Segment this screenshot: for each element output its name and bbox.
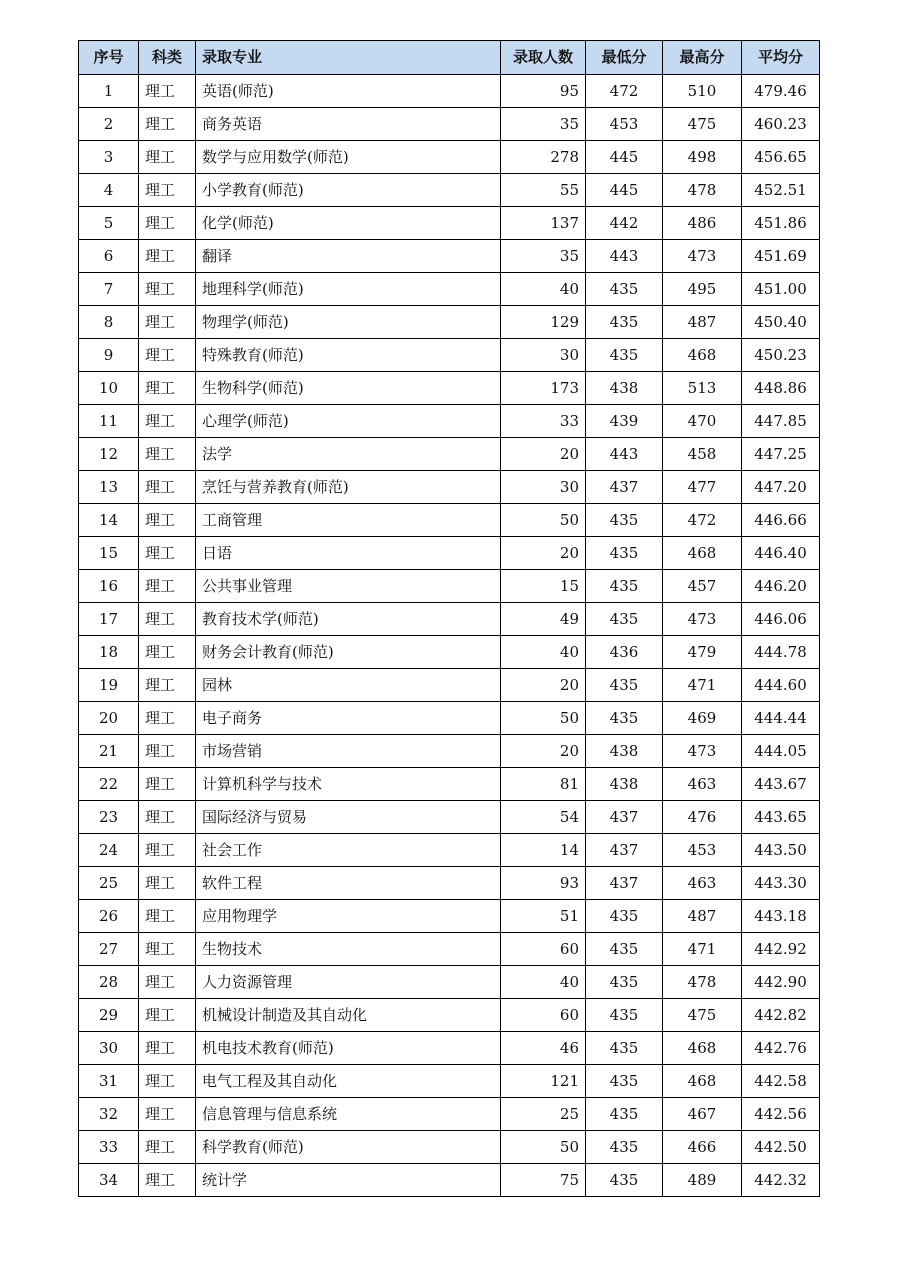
table-row <box>79 1164 820 1197</box>
cell-seq: 6 <box>79 240 139 273</box>
cell-major: 工商管理 <box>196 504 501 537</box>
cell-avg-score: 444.78 <box>742 636 820 669</box>
cell-major: 商务英语 <box>196 108 501 141</box>
cell-seq: 18 <box>79 636 139 669</box>
cell-seq: 11 <box>79 405 139 438</box>
cell-min-score: 435 <box>586 1098 663 1131</box>
cell-seq: 24 <box>79 834 139 867</box>
table-row <box>79 735 820 768</box>
cell-category: 理工 <box>139 75 196 108</box>
cell-count: 20 <box>501 537 586 570</box>
cell-min-score: 435 <box>586 1065 663 1098</box>
cell-seq: 2 <box>79 108 139 141</box>
cell-count: 49 <box>501 603 586 636</box>
cell-category: 理工 <box>139 1065 196 1098</box>
table-row <box>79 999 820 1032</box>
cell-major: 财务会计教育(师范) <box>196 636 501 669</box>
table-row <box>79 966 820 999</box>
cell-avg-score: 442.32 <box>742 1164 820 1197</box>
cell-seq: 28 <box>79 966 139 999</box>
cell-min-score: 453 <box>586 108 663 141</box>
cell-count: 60 <box>501 933 586 966</box>
cell-seq: 20 <box>79 702 139 735</box>
cell-max-score: 471 <box>663 933 742 966</box>
cell-min-score: 435 <box>586 504 663 537</box>
cell-min-score: 435 <box>586 603 663 636</box>
cell-max-score: 471 <box>663 669 742 702</box>
cell-avg-score: 446.40 <box>742 537 820 570</box>
cell-min-score: 438 <box>586 735 663 768</box>
cell-category: 理工 <box>139 570 196 603</box>
cell-min-score: 435 <box>586 273 663 306</box>
cell-count: 55 <box>501 174 586 207</box>
cell-min-score: 435 <box>586 1032 663 1065</box>
cell-seq: 26 <box>79 900 139 933</box>
table-row <box>79 306 820 339</box>
cell-seq: 15 <box>79 537 139 570</box>
cell-min-score: 436 <box>586 636 663 669</box>
table-row <box>79 108 820 141</box>
table-row <box>79 240 820 273</box>
cell-seq: 21 <box>79 735 139 768</box>
cell-max-score: 489 <box>663 1164 742 1197</box>
cell-major: 数学与应用数学(师范) <box>196 141 501 174</box>
cell-max-score: 468 <box>663 537 742 570</box>
cell-min-score: 438 <box>586 372 663 405</box>
cell-category: 理工 <box>139 537 196 570</box>
table-row <box>79 537 820 570</box>
cell-category: 理工 <box>139 1032 196 1065</box>
cell-seq: 27 <box>79 933 139 966</box>
cell-avg-score: 443.67 <box>742 768 820 801</box>
header-avg-score: 平均分 <box>742 41 820 75</box>
cell-avg-score: 442.82 <box>742 999 820 1032</box>
cell-major: 软件工程 <box>196 867 501 900</box>
cell-category: 理工 <box>139 471 196 504</box>
cell-category: 理工 <box>139 405 196 438</box>
header-max-score: 最高分 <box>663 41 742 75</box>
table-row <box>79 504 820 537</box>
cell-seq: 30 <box>79 1032 139 1065</box>
cell-category: 理工 <box>139 669 196 702</box>
cell-max-score: 510 <box>663 75 742 108</box>
cell-count: 20 <box>501 438 586 471</box>
cell-seq: 33 <box>79 1131 139 1164</box>
cell-max-score: 466 <box>663 1131 742 1164</box>
table-row <box>79 207 820 240</box>
cell-major: 教育技术学(师范) <box>196 603 501 636</box>
table-row <box>79 75 820 108</box>
cell-category: 理工 <box>139 108 196 141</box>
cell-min-score: 437 <box>586 471 663 504</box>
cell-category: 理工 <box>139 636 196 669</box>
cell-min-score: 435 <box>586 900 663 933</box>
cell-avg-score: 451.00 <box>742 273 820 306</box>
cell-count: 30 <box>501 471 586 504</box>
cell-count: 50 <box>501 702 586 735</box>
cell-count: 129 <box>501 306 586 339</box>
cell-max-score: 479 <box>663 636 742 669</box>
cell-major: 小学教育(师范) <box>196 174 501 207</box>
cell-seq: 13 <box>79 471 139 504</box>
header-major: 录取专业 <box>196 41 501 75</box>
cell-seq: 14 <box>79 504 139 537</box>
cell-seq: 22 <box>79 768 139 801</box>
cell-major: 电气工程及其自动化 <box>196 1065 501 1098</box>
cell-seq: 7 <box>79 273 139 306</box>
cell-max-score: 463 <box>663 768 742 801</box>
cell-max-score: 475 <box>663 108 742 141</box>
cell-seq: 23 <box>79 801 139 834</box>
cell-min-score: 439 <box>586 405 663 438</box>
table-header <box>79 41 820 75</box>
cell-max-score: 487 <box>663 306 742 339</box>
cell-min-score: 435 <box>586 669 663 702</box>
cell-min-score: 435 <box>586 1131 663 1164</box>
cell-category: 理工 <box>139 603 196 636</box>
cell-min-score: 435 <box>586 537 663 570</box>
cell-min-score: 435 <box>586 933 663 966</box>
cell-max-score: 513 <box>663 372 742 405</box>
cell-seq: 34 <box>79 1164 139 1197</box>
cell-major: 特殊教育(师范) <box>196 339 501 372</box>
table-row <box>79 669 820 702</box>
cell-max-score: 475 <box>663 999 742 1032</box>
cell-category: 理工 <box>139 1098 196 1131</box>
cell-count: 33 <box>501 405 586 438</box>
cell-avg-score: 479.46 <box>742 75 820 108</box>
cell-category: 理工 <box>139 240 196 273</box>
cell-min-score: 438 <box>586 768 663 801</box>
cell-category: 理工 <box>139 966 196 999</box>
cell-major: 电子商务 <box>196 702 501 735</box>
cell-category: 理工 <box>139 339 196 372</box>
cell-max-score: 472 <box>663 504 742 537</box>
table-row <box>79 1131 820 1164</box>
cell-min-score: 442 <box>586 207 663 240</box>
cell-seq: 12 <box>79 438 139 471</box>
table-row <box>79 141 820 174</box>
cell-major: 化学(师范) <box>196 207 501 240</box>
cell-min-score: 435 <box>586 702 663 735</box>
cell-count: 35 <box>501 240 586 273</box>
cell-major: 法学 <box>196 438 501 471</box>
cell-count: 278 <box>501 141 586 174</box>
cell-avg-score: 446.06 <box>742 603 820 636</box>
table-row <box>79 834 820 867</box>
table-row <box>79 273 820 306</box>
table-row <box>79 636 820 669</box>
cell-avg-score: 444.05 <box>742 735 820 768</box>
cell-category: 理工 <box>139 801 196 834</box>
cell-category: 理工 <box>139 702 196 735</box>
cell-avg-score: 443.65 <box>742 801 820 834</box>
cell-max-score: 468 <box>663 1065 742 1098</box>
cell-category: 理工 <box>139 834 196 867</box>
cell-max-score: 457 <box>663 570 742 603</box>
cell-major: 计算机科学与技术 <box>196 768 501 801</box>
cell-count: 20 <box>501 735 586 768</box>
cell-min-score: 472 <box>586 75 663 108</box>
cell-major: 园林 <box>196 669 501 702</box>
cell-major: 人力资源管理 <box>196 966 501 999</box>
cell-seq: 16 <box>79 570 139 603</box>
cell-min-score: 443 <box>586 240 663 273</box>
cell-min-score: 435 <box>586 570 663 603</box>
cell-seq: 1 <box>79 75 139 108</box>
cell-seq: 9 <box>79 339 139 372</box>
cell-count: 54 <box>501 801 586 834</box>
table-row <box>79 900 820 933</box>
cell-seq: 3 <box>79 141 139 174</box>
cell-major: 生物科学(师范) <box>196 372 501 405</box>
cell-max-score: 458 <box>663 438 742 471</box>
cell-count: 15 <box>501 570 586 603</box>
table-row <box>79 405 820 438</box>
cell-avg-score: 451.69 <box>742 240 820 273</box>
table-row <box>79 801 820 834</box>
header-min-score: 最低分 <box>586 41 663 75</box>
cell-max-score: 463 <box>663 867 742 900</box>
header-count: 录取人数 <box>501 41 586 75</box>
cell-max-score: 476 <box>663 801 742 834</box>
cell-major: 烹饪与营养教育(师范) <box>196 471 501 504</box>
cell-count: 60 <box>501 999 586 1032</box>
cell-category: 理工 <box>139 372 196 405</box>
cell-max-score: 473 <box>663 603 742 636</box>
cell-category: 理工 <box>139 141 196 174</box>
cell-major: 生物技术 <box>196 933 501 966</box>
table-row <box>79 1098 820 1131</box>
cell-max-score: 470 <box>663 405 742 438</box>
table-row <box>79 438 820 471</box>
cell-avg-score: 450.23 <box>742 339 820 372</box>
cell-count: 40 <box>501 636 586 669</box>
cell-min-score: 435 <box>586 306 663 339</box>
admission-table <box>78 40 820 1197</box>
cell-seq: 17 <box>79 603 139 636</box>
cell-max-score: 468 <box>663 339 742 372</box>
cell-max-score: 467 <box>663 1098 742 1131</box>
cell-max-score: 468 <box>663 1032 742 1065</box>
admission-score-sheet <box>78 40 819 1197</box>
cell-seq: 5 <box>79 207 139 240</box>
cell-category: 理工 <box>139 999 196 1032</box>
cell-seq: 32 <box>79 1098 139 1131</box>
cell-major: 机械设计制造及其自动化 <box>196 999 501 1032</box>
cell-count: 30 <box>501 339 586 372</box>
table-body <box>79 75 820 1197</box>
cell-max-score: 469 <box>663 702 742 735</box>
cell-seq: 31 <box>79 1065 139 1098</box>
cell-category: 理工 <box>139 933 196 966</box>
table-row <box>79 1032 820 1065</box>
cell-max-score: 478 <box>663 966 742 999</box>
cell-category: 理工 <box>139 504 196 537</box>
cell-count: 40 <box>501 273 586 306</box>
cell-major: 市场营销 <box>196 735 501 768</box>
cell-count: 121 <box>501 1065 586 1098</box>
cell-category: 理工 <box>139 1131 196 1164</box>
cell-count: 93 <box>501 867 586 900</box>
cell-avg-score: 446.20 <box>742 570 820 603</box>
cell-major: 国际经济与贸易 <box>196 801 501 834</box>
cell-seq: 25 <box>79 867 139 900</box>
header-row <box>79 41 820 75</box>
cell-avg-score: 450.40 <box>742 306 820 339</box>
cell-avg-score: 444.60 <box>742 669 820 702</box>
table-row <box>79 372 820 405</box>
cell-avg-score: 447.25 <box>742 438 820 471</box>
cell-max-score: 486 <box>663 207 742 240</box>
cell-min-score: 443 <box>586 438 663 471</box>
cell-count: 137 <box>501 207 586 240</box>
cell-count: 173 <box>501 372 586 405</box>
cell-seq: 8 <box>79 306 139 339</box>
cell-avg-score: 452.51 <box>742 174 820 207</box>
cell-avg-score: 447.85 <box>742 405 820 438</box>
cell-avg-score: 456.65 <box>742 141 820 174</box>
cell-category: 理工 <box>139 438 196 471</box>
cell-avg-score: 442.56 <box>742 1098 820 1131</box>
cell-count: 14 <box>501 834 586 867</box>
cell-major: 统计学 <box>196 1164 501 1197</box>
cell-count: 20 <box>501 669 586 702</box>
cell-count: 25 <box>501 1098 586 1131</box>
cell-category: 理工 <box>139 207 196 240</box>
cell-avg-score: 443.30 <box>742 867 820 900</box>
cell-major: 翻译 <box>196 240 501 273</box>
cell-major: 日语 <box>196 537 501 570</box>
cell-min-score: 435 <box>586 999 663 1032</box>
header-seq: 序号 <box>79 41 139 75</box>
cell-category: 理工 <box>139 306 196 339</box>
table-row <box>79 768 820 801</box>
cell-max-score: 473 <box>663 735 742 768</box>
cell-seq: 19 <box>79 669 139 702</box>
cell-min-score: 435 <box>586 1164 663 1197</box>
cell-min-score: 437 <box>586 834 663 867</box>
cell-max-score: 495 <box>663 273 742 306</box>
cell-count: 40 <box>501 966 586 999</box>
table-row <box>79 933 820 966</box>
cell-major: 机电技术教育(师范) <box>196 1032 501 1065</box>
cell-min-score: 437 <box>586 867 663 900</box>
cell-major: 英语(师范) <box>196 75 501 108</box>
cell-avg-score: 442.58 <box>742 1065 820 1098</box>
cell-avg-score: 442.76 <box>742 1032 820 1065</box>
cell-major: 信息管理与信息系统 <box>196 1098 501 1131</box>
cell-avg-score: 447.20 <box>742 471 820 504</box>
cell-max-score: 473 <box>663 240 742 273</box>
cell-avg-score: 442.92 <box>742 933 820 966</box>
table-row <box>79 174 820 207</box>
cell-major: 公共事业管理 <box>196 570 501 603</box>
cell-category: 理工 <box>139 900 196 933</box>
cell-max-score: 487 <box>663 900 742 933</box>
cell-avg-score: 442.50 <box>742 1131 820 1164</box>
cell-major: 心理学(师范) <box>196 405 501 438</box>
cell-category: 理工 <box>139 1164 196 1197</box>
cell-category: 理工 <box>139 735 196 768</box>
cell-count: 75 <box>501 1164 586 1197</box>
table-row <box>79 603 820 636</box>
cell-max-score: 498 <box>663 141 742 174</box>
cell-seq: 10 <box>79 372 139 405</box>
cell-avg-score: 442.90 <box>742 966 820 999</box>
cell-min-score: 437 <box>586 801 663 834</box>
table-row <box>79 1065 820 1098</box>
cell-avg-score: 446.66 <box>742 504 820 537</box>
table-row <box>79 339 820 372</box>
cell-avg-score: 444.44 <box>742 702 820 735</box>
table-row <box>79 471 820 504</box>
cell-count: 46 <box>501 1032 586 1065</box>
cell-category: 理工 <box>139 273 196 306</box>
cell-count: 50 <box>501 1131 586 1164</box>
cell-max-score: 477 <box>663 471 742 504</box>
cell-avg-score: 443.50 <box>742 834 820 867</box>
cell-category: 理工 <box>139 768 196 801</box>
cell-major: 科学教育(师范) <box>196 1131 501 1164</box>
cell-avg-score: 448.86 <box>742 372 820 405</box>
cell-major: 应用物理学 <box>196 900 501 933</box>
cell-max-score: 478 <box>663 174 742 207</box>
table-row <box>79 570 820 603</box>
cell-count: 51 <box>501 900 586 933</box>
cell-major: 社会工作 <box>196 834 501 867</box>
cell-seq: 4 <box>79 174 139 207</box>
cell-major: 地理科学(师范) <box>196 273 501 306</box>
cell-seq: 29 <box>79 999 139 1032</box>
cell-min-score: 435 <box>586 339 663 372</box>
cell-max-score: 453 <box>663 834 742 867</box>
cell-count: 35 <box>501 108 586 141</box>
cell-min-score: 445 <box>586 174 663 207</box>
table-row <box>79 702 820 735</box>
cell-count: 95 <box>501 75 586 108</box>
header-category: 科类 <box>139 41 196 75</box>
cell-count: 50 <box>501 504 586 537</box>
cell-category: 理工 <box>139 174 196 207</box>
cell-category: 理工 <box>139 867 196 900</box>
cell-major: 物理学(师范) <box>196 306 501 339</box>
cell-min-score: 435 <box>586 966 663 999</box>
table-row <box>79 867 820 900</box>
cell-avg-score: 443.18 <box>742 900 820 933</box>
cell-avg-score: 460.23 <box>742 108 820 141</box>
cell-avg-score: 451.86 <box>742 207 820 240</box>
cell-min-score: 445 <box>586 141 663 174</box>
cell-count: 81 <box>501 768 586 801</box>
